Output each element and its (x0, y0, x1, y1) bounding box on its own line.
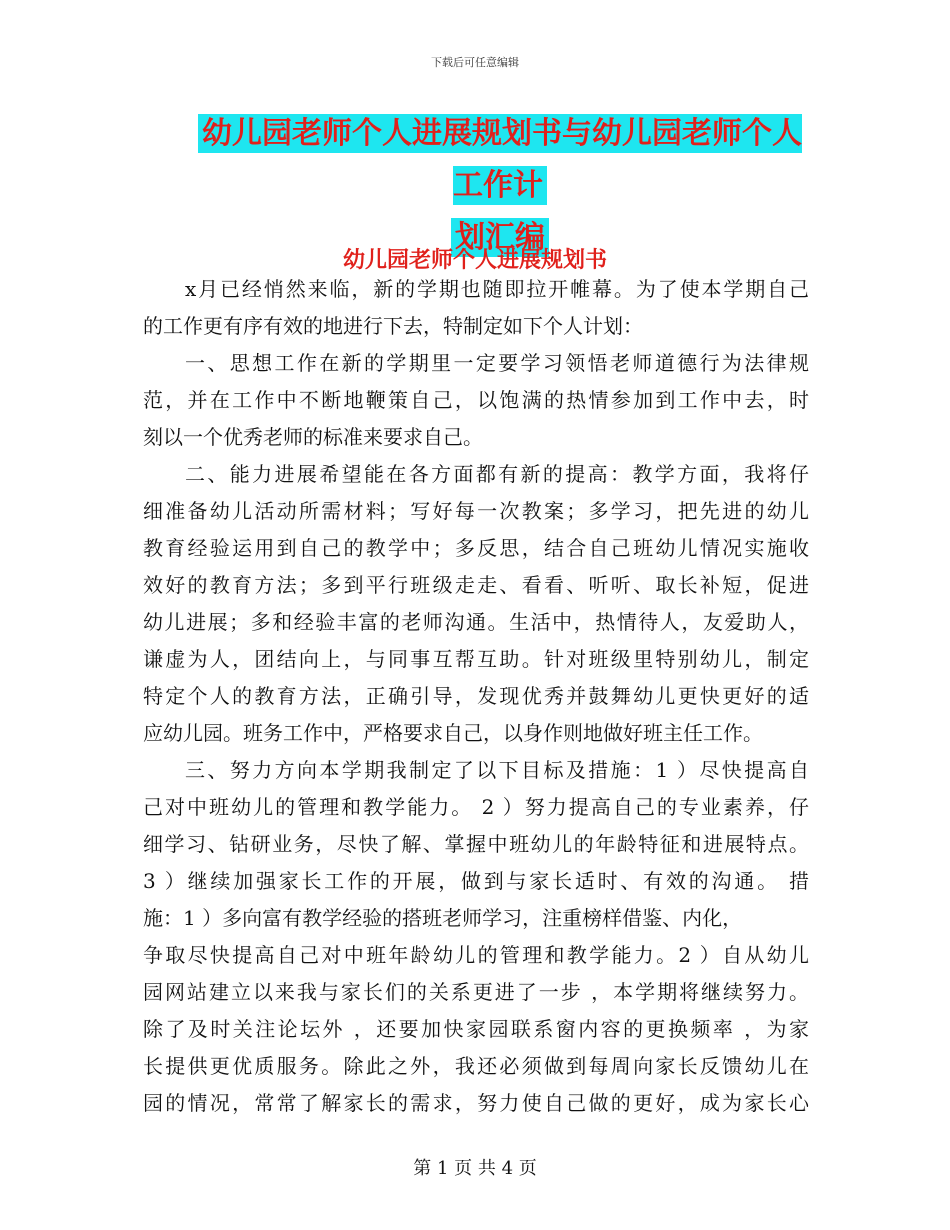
paragraph-line: 己对中班幼儿的管理和教学能力。 2 ）努力提高自己的专业素养，仔 (143, 795, 809, 819)
document-title (190, 108, 810, 264)
paragraph-line: 幼儿进展；多和经验丰富的老师沟通。生活中，热情待人，友爱助人， (143, 610, 809, 634)
paragraph-line: 争取尽快提高自己对中班年龄幼儿的管理和教学能力。2 ）自从幼儿 (143, 943, 809, 967)
paragraph-line: 应幼儿园。班务工作中，严格要求自己，以身作则地做好班主任工作。 (143, 721, 763, 745)
paragraph-line: 施：1 ）多向富有教学经验的搭班老师学习，注重榜样借鉴、内化， (143, 906, 743, 930)
paragraph-line: 细学习、钻研业务，尽快了解、掌握中班幼儿的年龄特征和进展特点。 (143, 832, 809, 856)
document-title-line-1: 幼儿园老师个人进展规划书与幼儿园老师个人工作计 (198, 114, 802, 205)
paragraph-line: 教育经验运用到自己的教学中；多反思，结合自己班幼儿情况实施收 (143, 536, 809, 560)
section-title: 幼儿园老师个人进展规划书 (342, 248, 607, 273)
page-footer: 第 1 页 共 4 页 (413, 1158, 537, 1179)
paragraph-line: 二、能力进展希望能在各方面都有新的提高：教学方面，我将仔 (185, 462, 809, 486)
paragraph-line: 谦虚为人，团结向上，与同事互帮互助。针对班级里特别幼儿，制定 (143, 647, 809, 671)
paragraph-line: 细准备幼儿活动所需材料；写好每一次教案；多学习，把先进的幼儿 (143, 499, 809, 523)
paragraph-line: 的工作更有序有效的地进行下去，特制定如下个人计划： (143, 314, 643, 338)
paragraph-line: 特定个人的教育方法，正确引导，发现优秀并鼓舞幼儿更快更好的适 (143, 684, 809, 708)
paragraph-line: x月已经悄然来临，新的学期也随即拉开帷幕。为了使本学期自己 (185, 277, 809, 301)
paragraph-line: 园网站建立以来我与家长们的关系更进了一步 ，本学期将继续努力。 (143, 980, 809, 1004)
paragraph-line: 园的情况，常常了解家长的需求，努力使自己做的更好，成为家长心 (143, 1091, 809, 1115)
paragraph-line: 长提供更优质服务。除此之外，我还必须做到每周向家长反馈幼儿在 (143, 1054, 809, 1078)
paragraph-line: 3 ）继续加强家长工作的开展，做到与家长适时、有效的沟通。 措 (143, 869, 809, 893)
paragraph-line: 除了及时关注论坛外 ，还要加快家园联系窗内容的更换频率 ，为家 (143, 1017, 809, 1041)
paragraph-line: 效好的教育方法；多到平行班级走走、看看、听听、取长补短，促进 (143, 573, 809, 597)
paragraph-line: 一、思想工作在新的学期里一定要学习领悟老师道德行为法律规 (185, 351, 809, 375)
body-text (143, 271, 809, 1122)
paragraph-line: 刻以一个优秀老师的标准来要求自己。 (143, 425, 483, 449)
page-header-note: 下载后可任意编辑 (431, 56, 519, 69)
document-title-line-2: 划汇编 (451, 218, 549, 257)
paragraph-line: 三、努力方向本学期我制定了以下目标及措施：1 ）尽快提高自 (185, 758, 809, 782)
paragraph-line: 范，并在工作中不断地鞭策自己，以饱满的热情参加到工作中去，时 (143, 388, 809, 412)
